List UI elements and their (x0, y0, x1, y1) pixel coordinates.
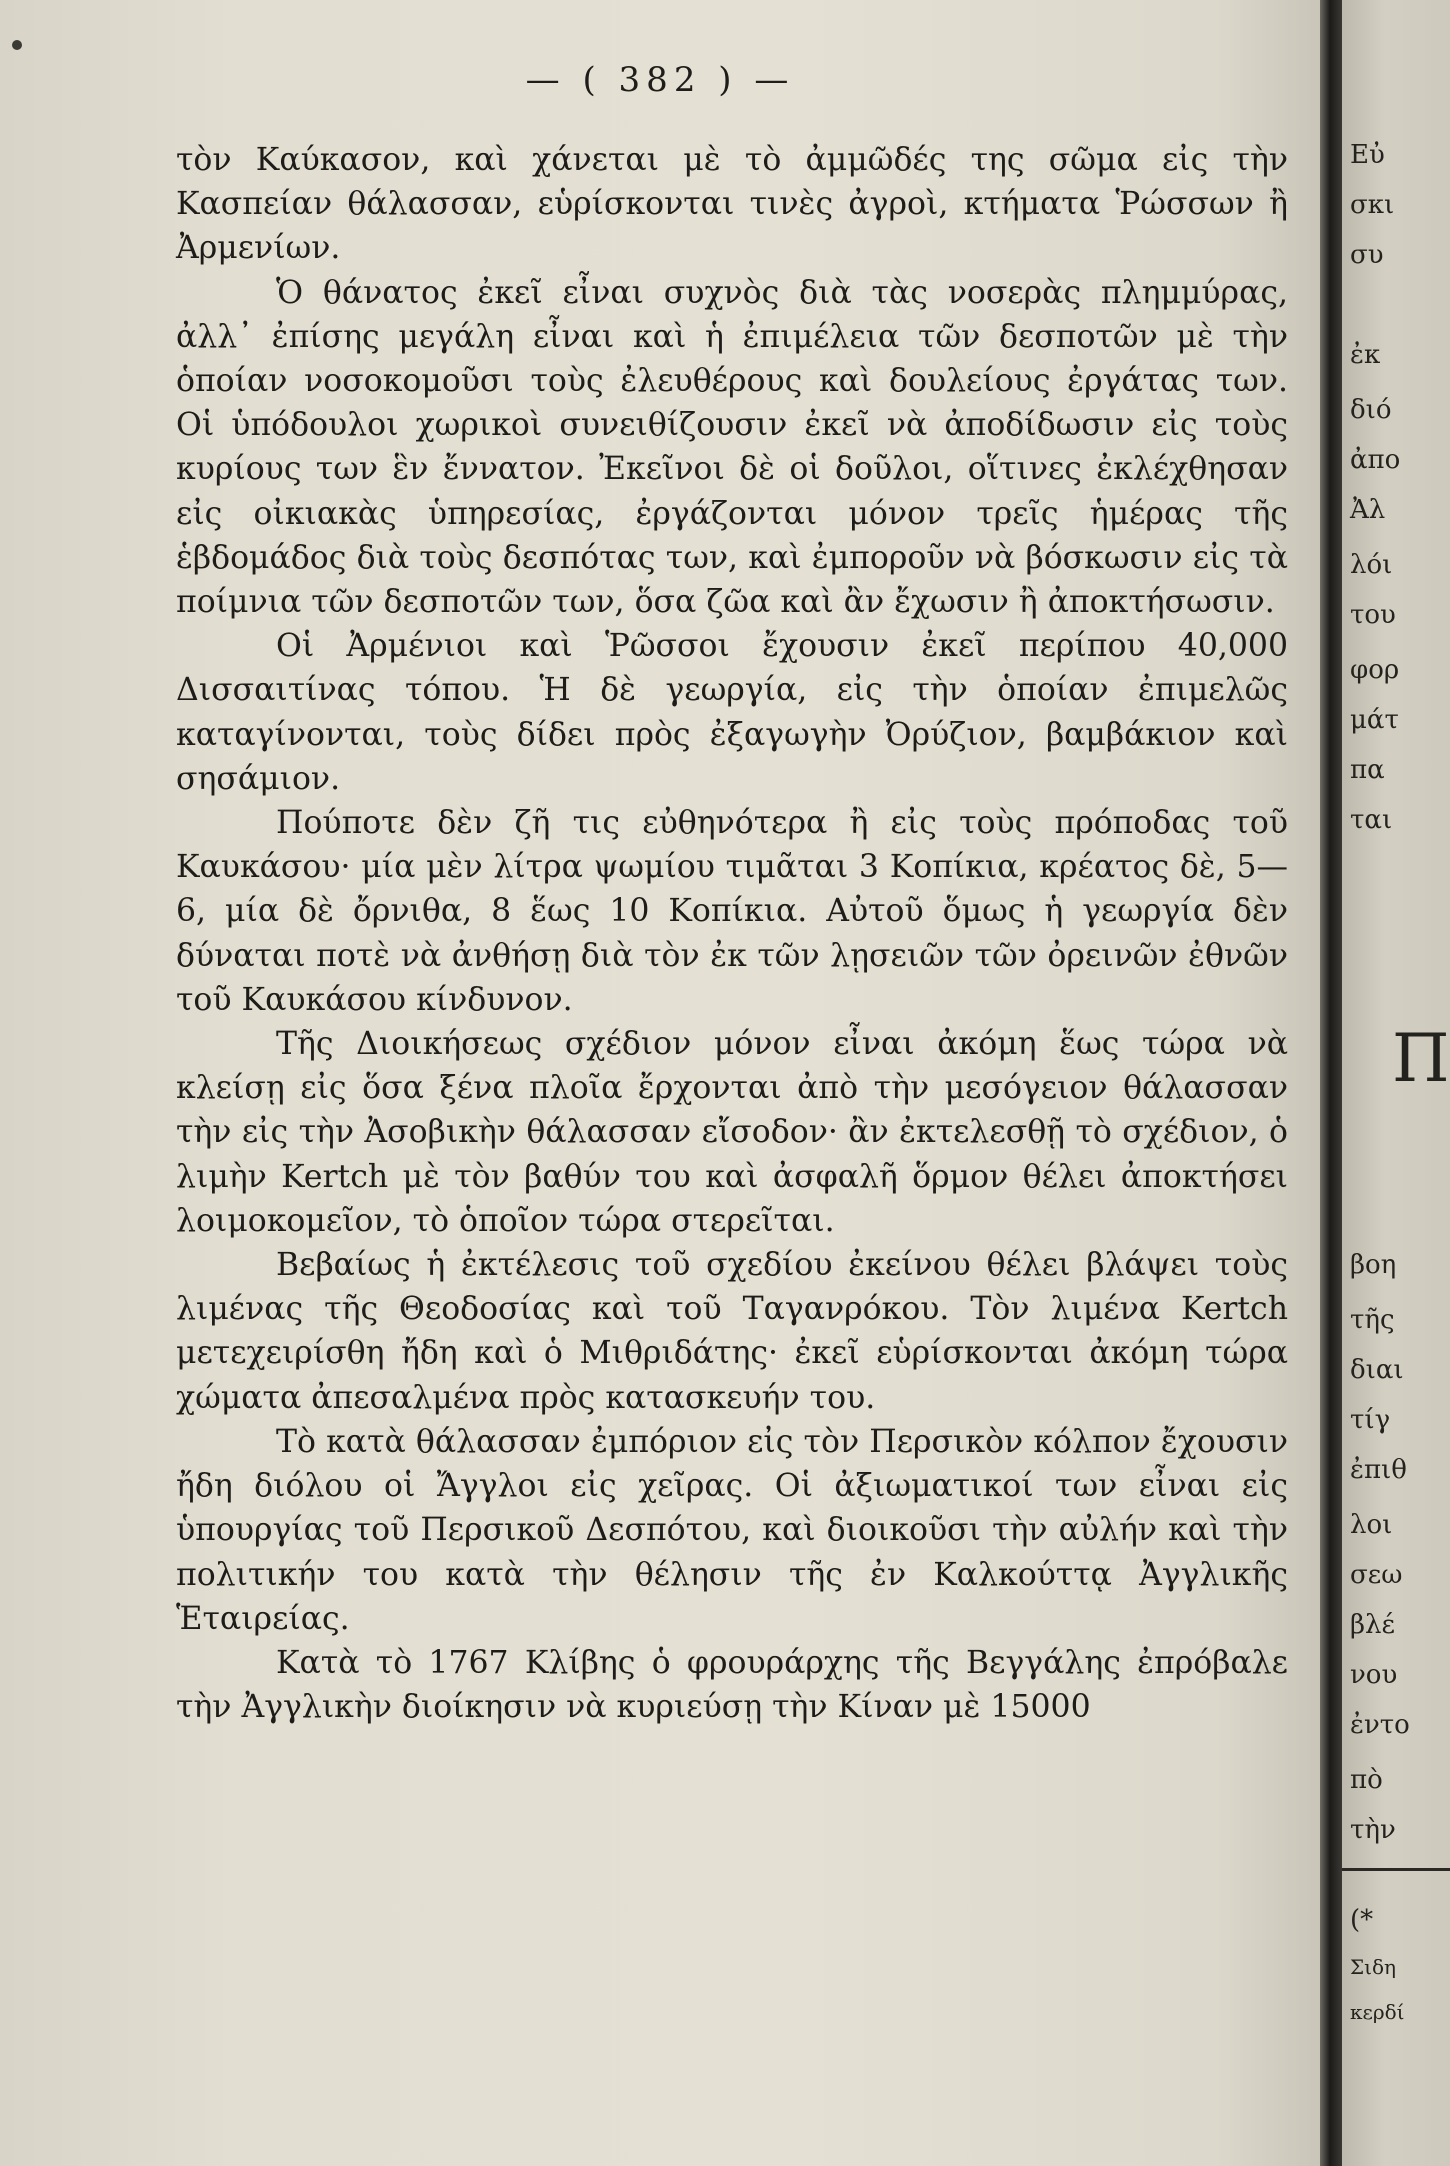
facing-fragment: διαι (1350, 1355, 1404, 1385)
page-speck (12, 40, 22, 50)
facing-fragment: κερδί (1350, 2000, 1405, 2024)
facing-fragment: μάτ (1350, 705, 1399, 735)
facing-page (1342, 0, 1450, 2166)
facing-fragment: βοη (1350, 1250, 1397, 1280)
paragraph-2: Ὁ θάνατος ἐκεῖ εἶναι συχνὸς διὰ τὰς νοσερὰς πλημμύρας, ἀλλ᾽ ἐπίσης μεγάλη εἶναι καὶ ἡ ἐπιμέλεια τῶν δεσποτῶν μὲ τὴν ὁποίαν νοσοκομοῦσι τοὺς ἐλευθέρους καὶ δουλείους ἐργάτας των. Οἱ ὑπόδουλοι χωρικοὶ συνειθίζουσιν ἐκεῖ νὰ ἀποδίδωσιν εἰς τοὺς κυρίους των ἓν ἔννατον. Ἐκεῖνοι δὲ οἱ δοῦλοι, οἵτινες ἐκλέχθησαν εἰς οἰκιακὰς ὑπηρεσίας, ἐργάζονται μόνον τρεῖς ἡμέρας τῆς ἑβδομάδος διὰ τοὺς δεσπότας των, καὶ ἐμποροῦν νὰ βόσκωσιν εἰς τὰ ποίμνια τῶν δεσποτῶν των, ὅσα ζῶα καὶ ἂν ἔχωσιν ἢ ἀποκτήσωσιν. (176, 274, 1288, 621)
facing-fragment: του (1350, 600, 1396, 630)
paragraph-5: Τῆς Διοικήσεως σχέδιον μόνον εἶναι ἀκόμη ἕως τώρα νὰ κλείσῃ εἰς ὅσα ξένα πλοῖα ἔρχονται ἀπὸ τὴν μεσόγειον θάλασσαν τὴν εἰς τὴν Ἀσοβικὴν θάλασσαν εἴσοδον· ἂν ἐκτελεσθῇ τὸ σχέδιον, ὁ λιμὴν Kertch μὲ τὸν βαθύν του καὶ ἀσφαλῆ ὅρμον θέλει ἀποκτήσει λοιμοκομεῖον, τὸ ὁποῖον τώρα στερεῖται. (176, 1026, 1288, 1239)
facing-heading-initial: Π (1392, 1020, 1450, 1097)
facing-fragment: ἐντο (1350, 1710, 1410, 1740)
facing-fragment: ἐπιθ (1350, 1455, 1407, 1485)
facing-footnote-rule (1342, 1868, 1450, 1871)
facing-fragment: σεω (1350, 1560, 1403, 1590)
facing-fragment: πὸ (1350, 1765, 1383, 1795)
facing-fragment: Εὐ (1350, 140, 1385, 170)
facing-fragment: Ἀλ (1350, 495, 1386, 525)
facing-fragment: πα (1350, 755, 1385, 785)
page-header: — ( 382 ) — (525, 60, 795, 100)
paragraph-3: Οἱ Ἀρμένιοι καὶ Ῥῶσσοι ἔχουσιν ἐκεῖ περίπου 40,000 Δισσαιτίνας τόπου. Ἡ δὲ γεωργία, εἰς τὴν ὁποίαν ἐπιμελῶς καταγίνονται, τοὺς δίδει πρὸς ἐξαγωγὴν Ὀρύζιον, βαμβάκιον καὶ σησάμιον. (176, 628, 1288, 797)
facing-fragment: (* (1350, 1905, 1374, 1935)
facing-fragment: συ (1350, 240, 1384, 270)
facing-fragment: τῆς (1350, 1305, 1395, 1335)
page-body (176, 138, 1288, 1729)
facing-fragment: λόι (1350, 550, 1393, 580)
facing-fragment: ται (1350, 805, 1393, 835)
facing-fragment: ἐκ (1350, 340, 1381, 370)
facing-fragment: ἀπο (1350, 445, 1401, 475)
facing-fragment: τὴν (1350, 1815, 1396, 1845)
facing-fragment: βλέ (1350, 1610, 1395, 1640)
paragraph-8: Κατὰ τὸ 1767 Κλίβης ὁ φρουράρχης τῆς Βεγγάλης ἐπρόβαλε τὴν Ἀγγλικὴν διοίκησιν νὰ κυριεύσῃ τὴν Κίναν μὲ 15000 (176, 1644, 1288, 1726)
facing-fragment: διό (1350, 395, 1392, 425)
facing-fragment: νου (1350, 1660, 1398, 1690)
facing-fragment: σκι (1350, 190, 1395, 220)
paragraph-7: Τὸ κατὰ θάλασσαν ἐμπόριον εἰς τὸν Περσικὸν κόλπον ἔχουσιν ἤδη διόλου οἱ Ἄγγλοι εἰς χεῖρας. Οἱ ἀξιωματικοί των εἶναι εἰς ὑπουργίας τοῦ Περσικοῦ Δεσπότου, καὶ διοικοῦσι τὴν αὐλήν καὶ τὴν πολιτικήν του κατὰ τὴν θέλησιν τῆς ἐν Καλκούττᾳ Ἀγγλικῆς Ἑταιρείας. (176, 1423, 1288, 1637)
facing-fragment: φορ (1350, 655, 1400, 685)
paragraph-1: τὸν Καύκασον, καὶ χάνεται μὲ τὸ ἀμμῶδές της σῶμα εἰς τὴν Κασπείαν θάλασσαν, εὑρίσκονται τινὲς ἀγροὶ, κτήματα Ῥώσσων ἢ Ἀρμενίων. (176, 142, 1288, 267)
book-gutter (1320, 0, 1342, 2166)
paragraph-4: Πούποτε δὲν ζῆ τις εὐθηνότερα ἢ εἰς τοὺς πρόποδας τοῦ Καυκάσου· μία μὲν λίτρα ψωμίου τιμᾶται 3 Κοπίκια, κρέατος δὲ, 5—6, μία δὲ ὄρνιθα, 8 ἕως 10 Κοπίκια. Αὐτοῦ ὅμως ἡ γεωργία δὲν δύναται ποτὲ νὰ ἀνθήσῃ διὰ τὸν ἐκ τῶν λῃσειῶν τῶν ὀρεινῶν ἐθνῶν τοῦ Καυκάσου κίνδυνον. (176, 805, 1288, 1018)
facing-fragment: Σιδη (1350, 1955, 1397, 1979)
facing-fragment: τίγ (1350, 1405, 1391, 1435)
facing-fragment: λοι (1350, 1510, 1393, 1540)
paragraph-6: Βεβαίως ἡ ἐκτέλεσις τοῦ σχεδίου ἐκείνου θέλει βλάψει τοὺς λιμένας τῆς Θεοδοσίας καὶ τοῦ Ταγανρόκου. Τὸν λιμένα Kertch μετεχειρίσθη ἤδη καὶ ὁ Μιθριδάτης· ἐκεῖ εὑρίσκονται ἀκόμη τώρα χώματα ἀπεσαλμένα πρὸς κατασκευήν του. (176, 1247, 1288, 1416)
